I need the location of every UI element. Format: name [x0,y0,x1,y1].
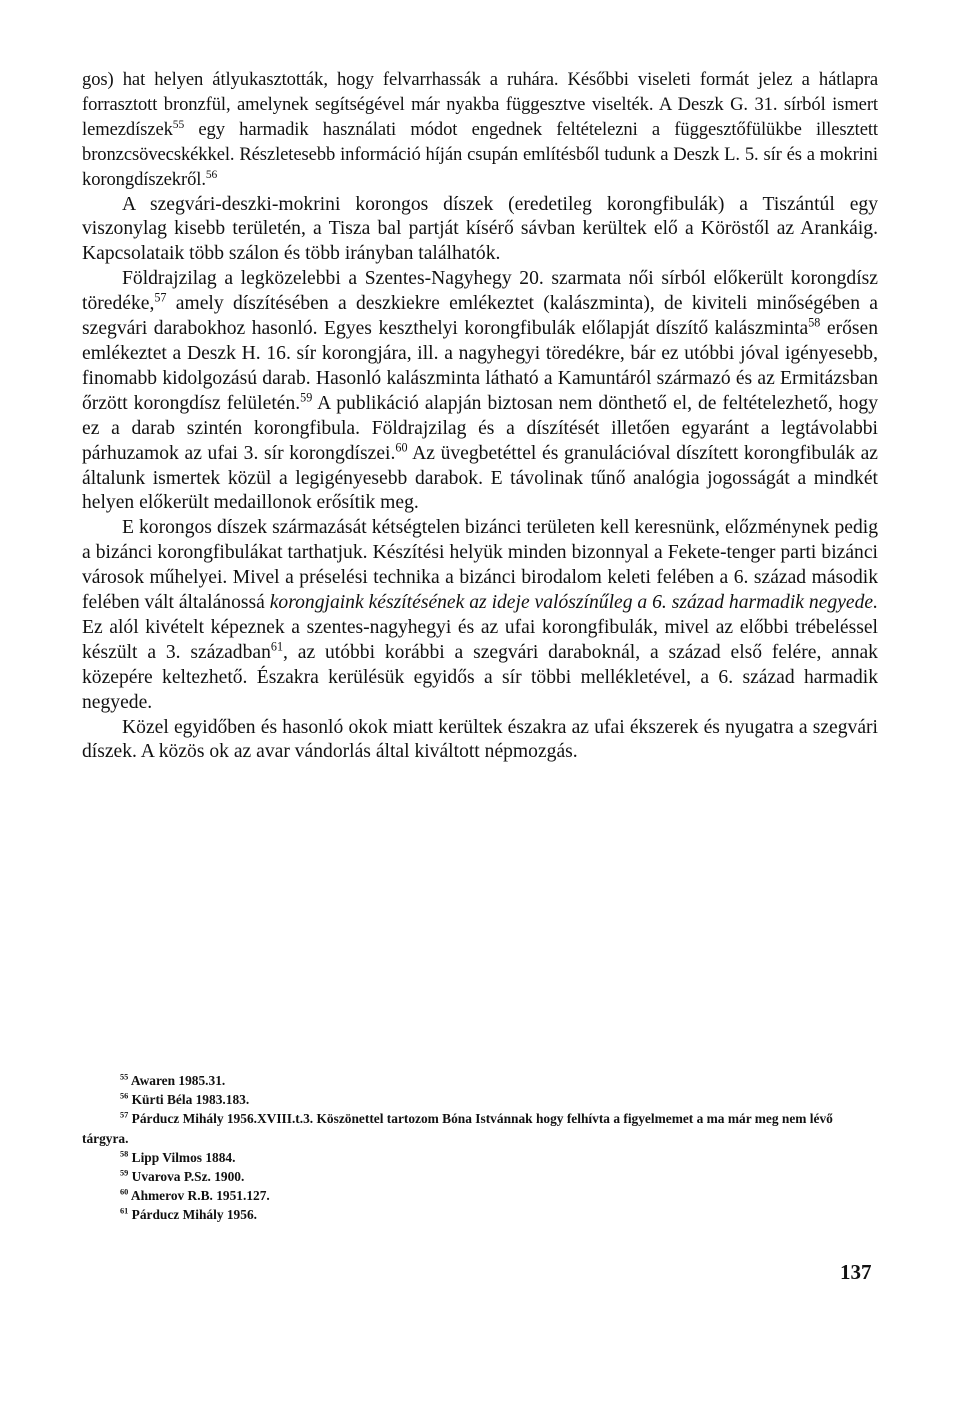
paragraph [82,516,878,715]
text-run: Az üvegbetéttel és granulációval díszített korongfibulák az általunk ismertek közül a legigényesebb darabok. E távolinak tűnő analógia jogosságát a mindkét helyen előkerült medaillonok erősítik meg. [82,442,878,514]
footnote-text: Kürti Béla 1983.183. [128,1092,250,1108]
footnote [82,1205,878,1224]
footnote-ref: 59 [300,390,313,405]
page-number: 137 [840,1260,872,1284]
footnotes [82,1071,878,1225]
emphasis-text: korongjaink készítésének az ideje valószínűleg a 6. század harmadik negyede. [269,592,878,614]
paragraph [82,267,878,516]
text-run: Közel egyidőben és hasonló okok miatt kerültek északra az ufai ékszerek és nyugatra a szegvári díszek. A közös ok az avar vándorlás által kiváltott népmozgás. [82,716,878,763]
footnote [82,1186,878,1205]
footnote-ref: 55 [172,118,185,131]
footnote-text: Awaren 1985.31. [128,1073,226,1088]
text-run: Ez alól kivételt képeznek a szentes-nagyhegyi és az ufai korongfibulák, mivel az előbbi trébeléssel készült a 3. században [82,616,878,663]
text-run: Földrajzilag a legközelebbi a Szentes-Nagyhegy 20. szarmata női sírból előkerült korongdísz töredéke, [82,268,878,315]
footnote-number: 56 [120,1091,129,1101]
paragraph [82,716,878,766]
text-run: erősen emlékeztet a Deszk H. 16. sír korongjára, ill. a nagyhegyi töredékre, bár ez utóbbi jóval igényesebb, finomabb kidolgozású darab. Hasonló kalászminta látható a Kamuntáról származó és az Ermitázsban őrzött korongdísz felületén. [82,318,878,414]
body-text [82,68,878,765]
footnote-text: Párducz Mihály 1956.XVIII.t.3. Köszönettel tartozom Bóna Istvánnak hogy felhívta a figyelmemet a ma már meg nem lévő tárgyra. [82,1111,833,1146]
footnote-text: Párducz Mihály 1956. [128,1207,257,1223]
footnote-number: 59 [120,1168,129,1178]
text-run: gos) hat helyen átlyukasztották, hogy felvarrhassák a ruhára. Későbbi viseleti formát jelez a hátlapra forrasztott bronzfül, amelynek segítségével már nyakba függesztve viselték. A Deszk G. 31. sírból ismert lemezdíszek [82,69,878,140]
footnote-ref: 60 [395,440,408,455]
footnote-number: 60 [120,1187,129,1197]
footnote [82,1071,878,1090]
text-run: A szegvári-deszki-mokrini korongos díszek (eredetileg korongfibulák) a Tiszántúl egy viszonylag kisebb területén, a Tisza bal partját kísérő sávban kerültek elő a Köröstől az Arankáig. Kapcsolataik több szálon és több irányban találhatók. [82,193,878,265]
text-run: , az utóbbi korábbi a szegvári daraboknál, a század első felére, annak közepére keltezhető. Északra kerülésük egyidős a sír többi mellékletével, a 6. század harmadik negyede. [82,641,878,713]
footnote-text: Lipp Vilmos 1884. [128,1149,236,1165]
footnote-number: 58 [120,1149,129,1159]
text-run: E korongos díszek származását kétségtelen bizánci területen kell keresnünk, előzménynek pedig a bizánci korongfibulákat tarthatjuk. Készítési helyük minden bizonnyal a Fekete-tenger parti bizánci városok műhelyei. Mivel a préselési technika a bizánci birodalom keleti felében a 6. század második felében vált általánossá [82,517,878,614]
footnote-number: 57 [120,1110,129,1120]
footnote-number: 55 [120,1072,129,1082]
footnote-ref: 57 [154,290,167,305]
footnote-number: 61 [120,1206,129,1216]
footnote-ref: 58 [808,315,821,330]
footnote [82,1109,878,1147]
footnote-text: Uvarova P.Sz. 1900. [128,1169,245,1185]
footnote [82,1148,878,1167]
paragraph [82,193,878,268]
footnote [82,1090,878,1109]
footnote-ref: 61 [270,639,284,654]
footnote-text: Ahmerov R.B. 1951.127. [128,1188,270,1204]
footnote-ref: 56 [205,168,218,181]
paragraph [82,68,878,193]
text-run: egy harmadik használati módot engednek feltételezni a függesztőfülükbe illesztett bronzcsövecskékkel. Részletesebb információ híján csupán említésből tudunk a Deszk L. 5. sír és a mokrini korongdíszekről. [82,118,878,190]
footnote [82,1167,878,1186]
text-run: A publikáció alapján biztosan nem dönthető el, de feltételezhető, hogy ez a darab szintén korongfibula. Földrajzilag és a díszítését illetően egyaránt a legtávolabbi párhuzamok az ufai 3. sír korongdíszei. [82,392,878,464]
text-run: amely díszítésében a deszkiekre emlékeztet (kalászminta), de kiviteli minőségében a szegvári darabokhoz hasonló. Egyes keszthelyi korongfibulák előlapját díszítő kalászminta [82,293,878,340]
